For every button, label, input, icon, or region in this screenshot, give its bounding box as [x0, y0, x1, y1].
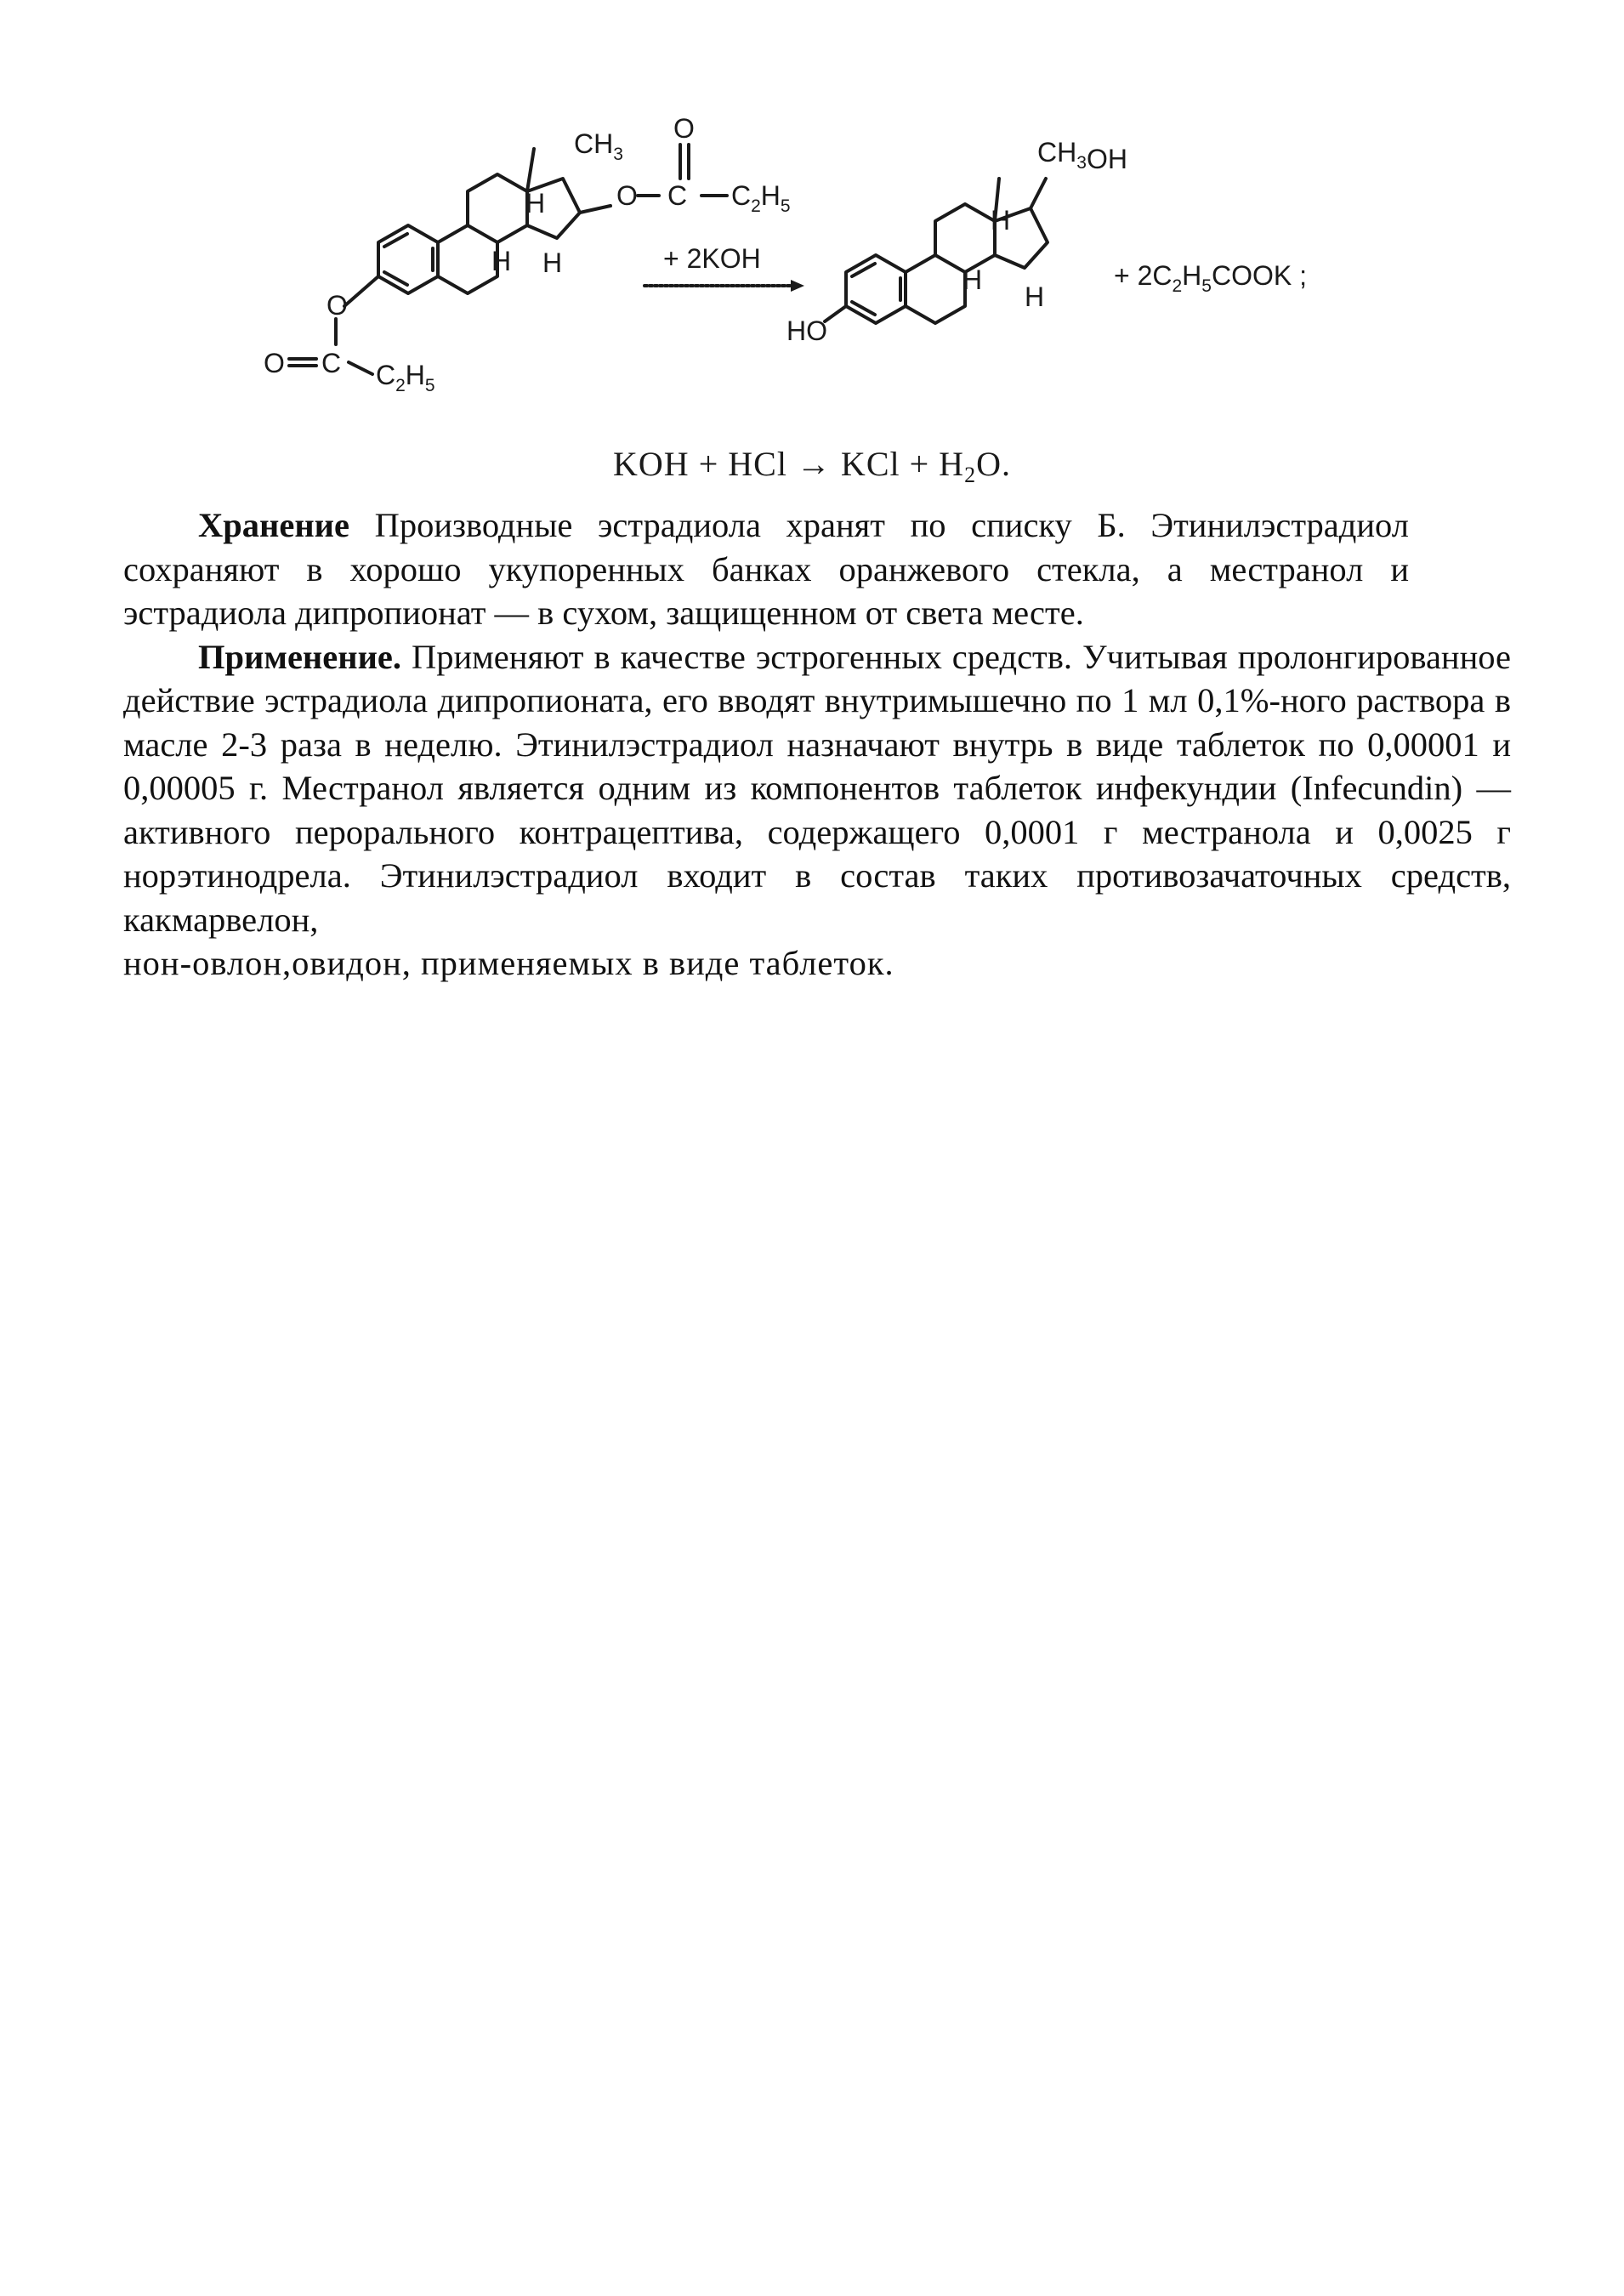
- product-h-label-1: H: [991, 205, 1011, 236]
- neutralization-equation: KOH + HCl → KCl + $H_2O$.: [613, 445, 1011, 487]
- product-h-label-3: H: [1025, 281, 1045, 312]
- reactant-phenol-oxygen: O: [327, 290, 348, 321]
- hydrolysis-reaction-diagram: [230, 94, 1369, 417]
- body-text: [123, 503, 1511, 986]
- reactant-methyl-label: $CH_3$: [574, 128, 623, 164]
- arrow-head: [791, 280, 804, 292]
- reactant-ester3-oxygen: O: [264, 348, 285, 378]
- reactant-carbonyl-oxygen: O: [673, 113, 695, 144]
- application-text: Применяют в качестве эстрогенных средств. Учитывая пролонгированное действие эстрадиола дипропионата, его вводят внутримышечно по 1 мл 0,1%-ного раствора в масле 2-3 раза в неделю. Этинилэстрадиол назначают внутрь в виде таблеток по 0,00001 и 0,00005 г. Местранол является одним из компонентов таблеток инфекундии (Infecundin) — активного перорального контрацептива, содержащего 0,0001 г местранола и 0,0025 г норэтинодрела. Этинилэстрадиол входит в состав таких противозачаточных средств, какмарвелон,: [123, 637, 1511, 939]
- application-last-line: нон-овлон,овидон, применяемых в виде таблеток.: [123, 944, 894, 982]
- byproduct-label: + $2C_2H_5COOK$ ;: [1114, 260, 1307, 296]
- reactant-ester3-carbon: C: [321, 348, 342, 378]
- product-hydroxy-label: OH: [1087, 144, 1127, 174]
- reactant-ethyl-label: $C_2H_5$: [731, 180, 791, 216]
- application-paragraph: [123, 635, 1511, 986]
- product-phenol-label: HO: [786, 315, 827, 346]
- reactant-h-label-1: H: [525, 188, 546, 219]
- reactant-carbonyl-carbon: C: [667, 180, 688, 211]
- storage-text: Производные эстрадиола хранят по списку Б. Этинилэстрадиол сохраняют в хорошо укупоренных банках оранжевого стекла, а местранол и эстрадиола дипропионат — в сухом, защищенном от света месте.: [123, 506, 1409, 632]
- reagent-label: + 2KOH: [663, 243, 761, 274]
- reactant-h-label-3: H: [542, 247, 563, 278]
- application-heading: Применение.: [198, 637, 402, 676]
- reaction-scheme: [230, 94, 1369, 417]
- reactant-h-label-2: H: [491, 246, 512, 276]
- storage-paragraph: [123, 503, 1409, 635]
- product-h-label-2: H: [962, 264, 983, 295]
- product-structure: [825, 179, 1048, 323]
- reactant-ester3-ethyl: $C_2H_5$: [376, 360, 435, 395]
- product-methyl-label: $CH_3$: [1037, 137, 1087, 173]
- reactant-ester-oxygen: O: [616, 180, 638, 211]
- storage-heading: Хранение: [198, 506, 349, 544]
